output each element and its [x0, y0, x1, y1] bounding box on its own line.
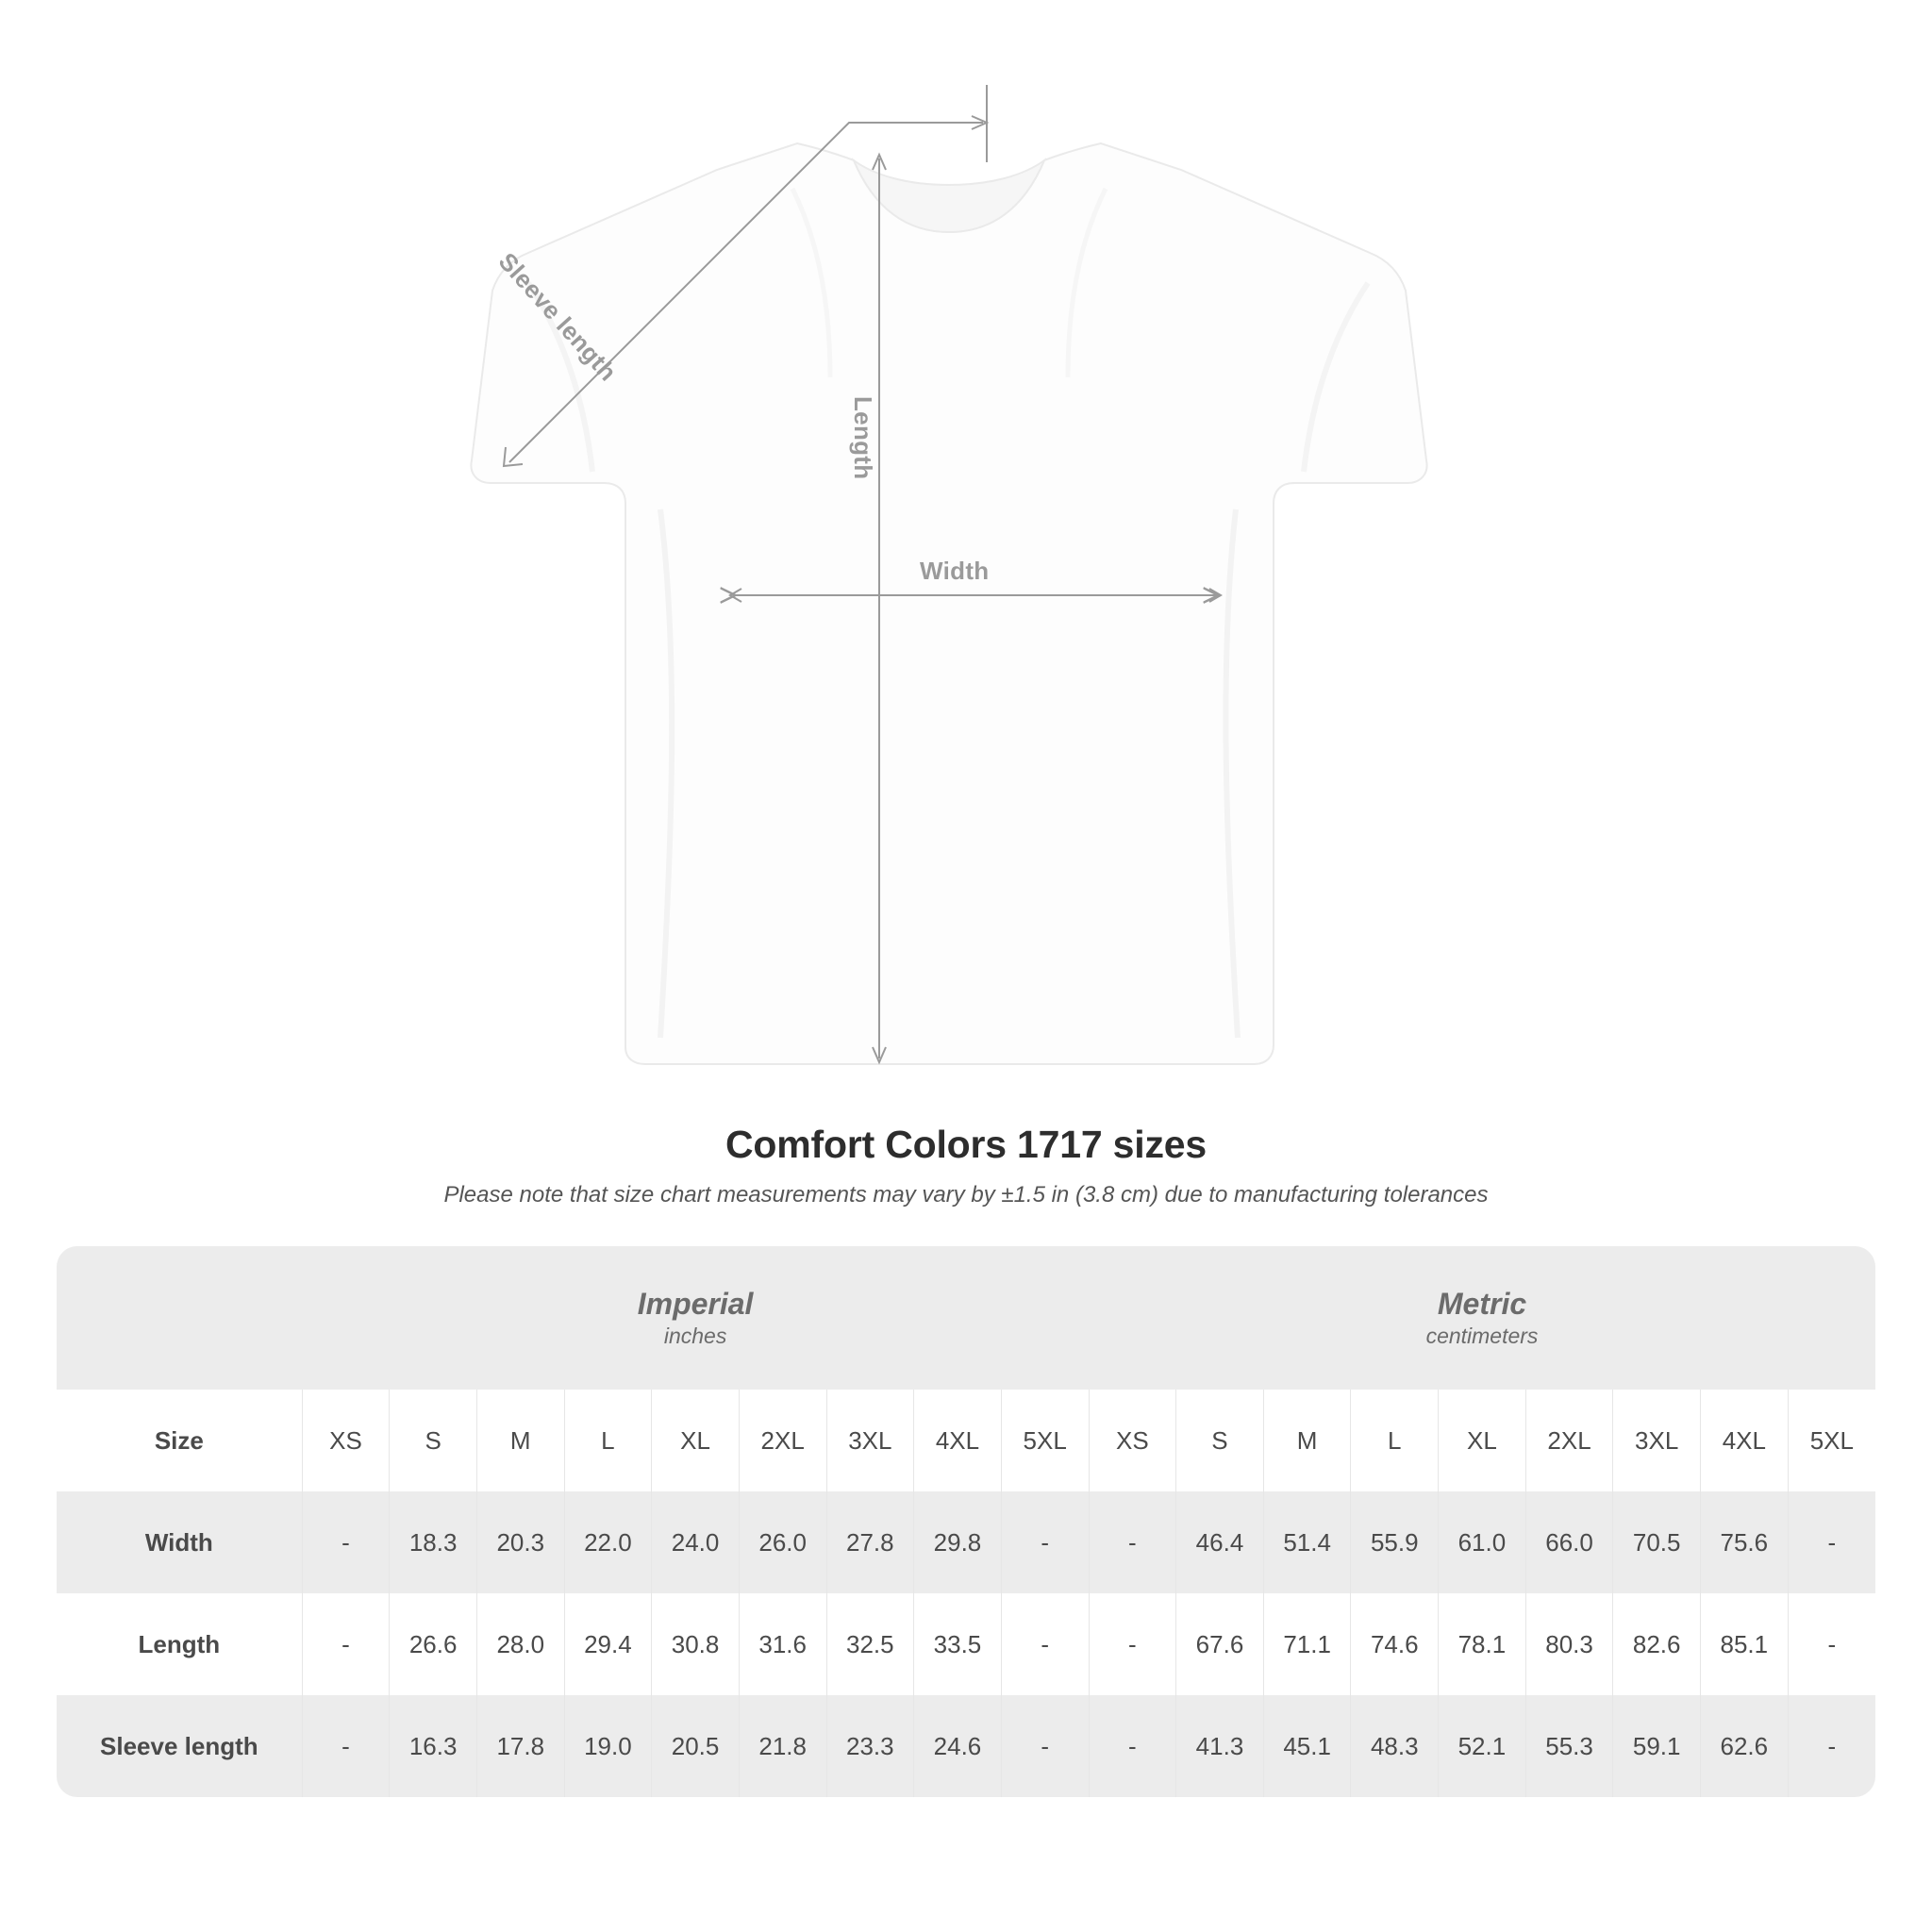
cell-sleeve-imperial-m: 17.8 — [476, 1695, 564, 1797]
row-label-width: Width — [57, 1491, 302, 1593]
cell-sleeve-imperial-5xl: - — [1001, 1695, 1089, 1797]
cell-length-imperial-3xl: 32.5 — [826, 1593, 914, 1695]
row-label-length: Length — [57, 1593, 302, 1695]
cell-length-imperial-4xl: 33.5 — [914, 1593, 1002, 1695]
cell-sleeve-metric-l: 48.3 — [1351, 1695, 1439, 1797]
row-label-sleeve-length: Sleeve length — [57, 1695, 302, 1797]
header-size-metric-l: L — [1351, 1390, 1439, 1491]
cell-sleeve-metric-2xl: 55.3 — [1525, 1695, 1613, 1797]
table-row-width — [57, 1491, 1875, 1593]
header-size-metric-4xl: 4XL — [1701, 1390, 1789, 1491]
header-size-label: Size — [57, 1390, 302, 1491]
cell-width-metric-5xl: - — [1788, 1491, 1875, 1593]
header-size-imperial-l: L — [564, 1390, 652, 1491]
cell-sleeve-imperial-3xl: 23.3 — [826, 1695, 914, 1797]
length-label: Length — [849, 396, 877, 480]
cell-length-metric-2xl: 80.3 — [1525, 1593, 1613, 1695]
cell-length-imperial-5xl: - — [1001, 1593, 1089, 1695]
cell-width-imperial-xs: - — [302, 1491, 390, 1593]
cell-length-imperial-l: 29.4 — [564, 1593, 652, 1695]
tshirt-shape — [471, 143, 1426, 1064]
size-table-wrapper — [57, 1246, 1875, 1797]
cell-width-imperial-xl: 24.0 — [652, 1491, 740, 1593]
header-size-metric-2xl: 2XL — [1525, 1390, 1613, 1491]
cell-width-metric-s: 46.4 — [1176, 1491, 1264, 1593]
cell-length-metric-4xl: 85.1 — [1701, 1593, 1789, 1695]
header-size-imperial-m: M — [476, 1390, 564, 1491]
cell-width-metric-l: 55.9 — [1351, 1491, 1439, 1593]
cell-sleeve-metric-5xl: - — [1788, 1695, 1875, 1797]
unit-header-row — [57, 1246, 1875, 1390]
cell-width-metric-4xl: 75.6 — [1701, 1491, 1789, 1593]
cell-sleeve-imperial-4xl: 24.6 — [914, 1695, 1002, 1797]
cell-width-metric-xs: - — [1089, 1491, 1176, 1593]
cell-sleeve-imperial-s: 16.3 — [390, 1695, 477, 1797]
header-size-imperial-5xl: 5XL — [1001, 1390, 1089, 1491]
table-row-sleeve-length — [57, 1695, 1875, 1797]
header-size-metric-m: M — [1263, 1390, 1351, 1491]
header-size-metric-xl: XL — [1439, 1390, 1526, 1491]
cell-length-metric-5xl: - — [1788, 1593, 1875, 1695]
cell-width-metric-m: 51.4 — [1263, 1491, 1351, 1593]
header-size-imperial-3xl: 3XL — [826, 1390, 914, 1491]
cell-sleeve-metric-xl: 52.1 — [1439, 1695, 1526, 1797]
size-table — [57, 1246, 1875, 1797]
header-size-imperial-xl: XL — [652, 1390, 740, 1491]
cell-sleeve-imperial-2xl: 21.8 — [739, 1695, 826, 1797]
header-size-metric-3xl: 3XL — [1613, 1390, 1701, 1491]
header-size-metric-xs: XS — [1089, 1390, 1176, 1491]
cell-sleeve-metric-xs: - — [1089, 1695, 1176, 1797]
cell-length-metric-xs: - — [1089, 1593, 1176, 1695]
cell-sleeve-imperial-xs: - — [302, 1695, 390, 1797]
cell-sleeve-imperial-l: 19.0 — [564, 1695, 652, 1797]
cell-length-imperial-s: 26.6 — [390, 1593, 477, 1695]
cell-length-metric-m: 71.1 — [1263, 1593, 1351, 1695]
cell-width-imperial-3xl: 27.8 — [826, 1491, 914, 1593]
cell-length-imperial-xs: - — [302, 1593, 390, 1695]
unit-sub-imperial: inches — [663, 1324, 727, 1349]
unit-cell-metric — [1089, 1246, 1875, 1390]
cell-width-metric-3xl: 70.5 — [1613, 1491, 1701, 1593]
header-size-imperial-2xl: 2XL — [739, 1390, 826, 1491]
header-size-imperial-s: S — [390, 1390, 477, 1491]
unit-cell-imperial — [302, 1246, 1089, 1390]
cell-length-imperial-xl: 30.8 — [652, 1593, 740, 1695]
sleeve-length-label: Sleeve length — [492, 247, 623, 387]
cell-width-imperial-4xl: 29.8 — [914, 1491, 1002, 1593]
cell-length-metric-s: 67.6 — [1176, 1593, 1264, 1695]
tolerance-note: Please note that size chart measurements may vary by ±1.5 in (3.8 cm) due to manufacturing tolerances — [443, 1182, 1489, 1208]
unit-sub-metric: centimeters — [1425, 1324, 1539, 1349]
cell-length-imperial-m: 28.0 — [476, 1593, 564, 1695]
cell-sleeve-metric-4xl: 62.6 — [1701, 1695, 1789, 1797]
unit-name-imperial: Imperial — [637, 1287, 754, 1322]
page-title: Comfort Colors 1717 sizes — [725, 1123, 1207, 1166]
cell-width-metric-2xl: 66.0 — [1525, 1491, 1613, 1593]
size-header-row — [57, 1390, 1875, 1491]
cell-width-imperial-s: 18.3 — [390, 1491, 477, 1593]
header-size-imperial-xs: XS — [302, 1390, 390, 1491]
cell-sleeve-metric-s: 41.3 — [1176, 1695, 1264, 1797]
cell-length-imperial-2xl: 31.6 — [739, 1593, 826, 1695]
cell-width-imperial-5xl: - — [1001, 1491, 1089, 1593]
cell-sleeve-metric-m: 45.1 — [1263, 1695, 1351, 1797]
cell-length-metric-l: 74.6 — [1351, 1593, 1439, 1695]
cell-width-imperial-m: 20.3 — [476, 1491, 564, 1593]
cell-width-imperial-2xl: 26.0 — [739, 1491, 826, 1593]
cell-length-metric-xl: 78.1 — [1439, 1593, 1526, 1695]
header-size-metric-s: S — [1176, 1390, 1264, 1491]
cell-width-metric-xl: 61.0 — [1439, 1491, 1526, 1593]
cell-sleeve-metric-3xl: 59.1 — [1613, 1695, 1701, 1797]
cell-width-imperial-l: 22.0 — [564, 1491, 652, 1593]
table-row-length — [57, 1593, 1875, 1695]
cell-length-metric-3xl: 82.6 — [1613, 1593, 1701, 1695]
title-block — [0, 1123, 1932, 1208]
header-size-metric-5xl: 5XL — [1788, 1390, 1875, 1491]
cell-sleeve-imperial-xl: 20.5 — [652, 1695, 740, 1797]
header-size-imperial-4xl: 4XL — [914, 1390, 1002, 1491]
unit-spacer-cell — [57, 1246, 302, 1390]
width-label: Width — [920, 557, 990, 585]
unit-name-metric: Metric — [1437, 1287, 1527, 1322]
